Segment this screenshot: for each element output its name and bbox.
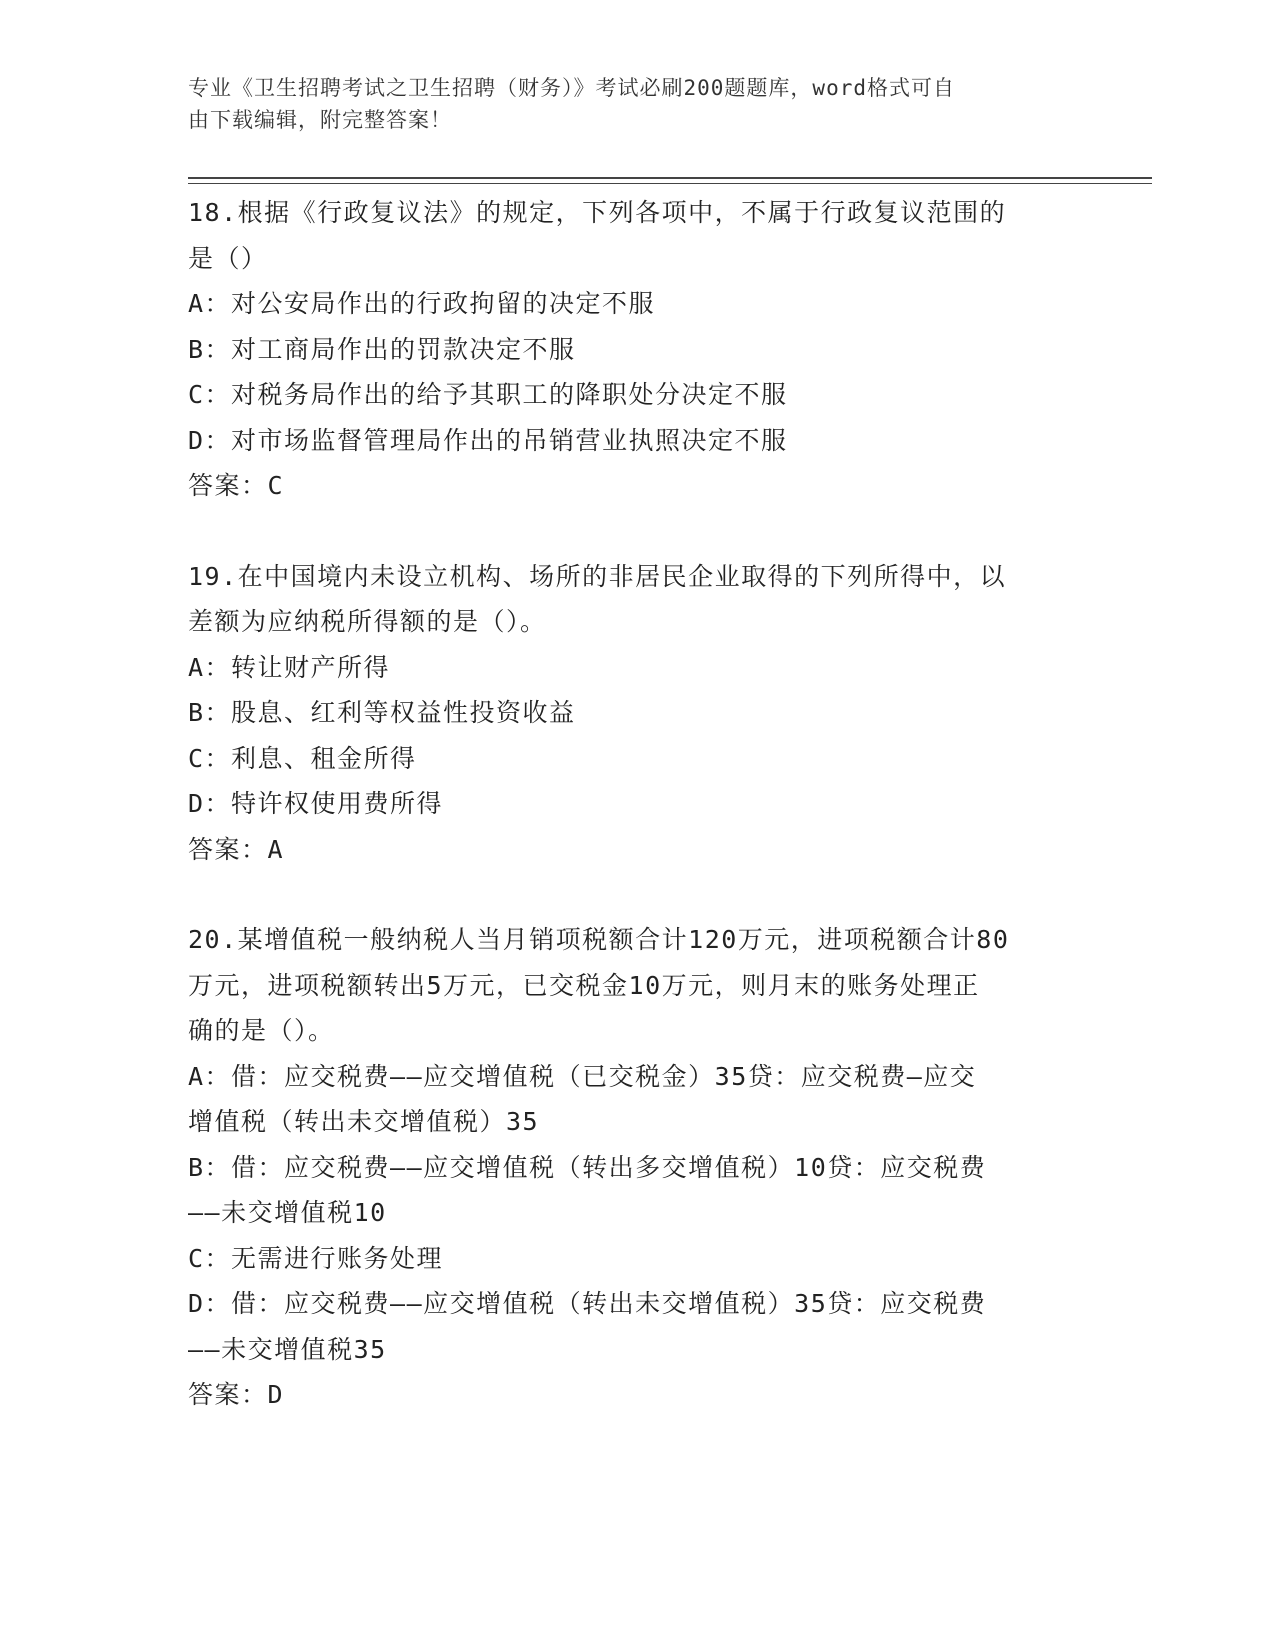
option-d: D：特许权使用费所得 <box>188 789 444 818</box>
question-list <box>188 190 1088 1463</box>
question-text: 是（） <box>188 243 268 273</box>
question-18 <box>188 190 1088 509</box>
answer: 答案：D <box>188 1380 285 1409</box>
option-b: B：借：应交税费——应交增值税（转出多交增值税）10贷：应交税费 <box>188 1152 987 1182</box>
document-header <box>188 72 1088 136</box>
option-d-continued: ——未交增值税35 <box>188 1334 387 1364</box>
option-a-continued: 增值税（转出未交增值税）35 <box>188 1107 540 1136</box>
option-c: C：对税务局作出的给予其职工的降职处分决定不服 <box>188 380 788 409</box>
question-text: 万元，进项税额转出5万元，已交税金10万元，则月末的账务处理正 <box>188 970 980 1000</box>
question-text: 差额为应纳税所得额的是（）。 <box>188 607 547 636</box>
option-d: D：借：应交税费——应交增值税（转出未交增值税）35贷：应交税费 <box>188 1289 987 1318</box>
question-text: 20.某增值税一般纳税人当月销项税额合计120万元，进项税额合计80 <box>188 925 1010 954</box>
question-text: 18.根据《行政复议法》的规定，下列各项中，不属于行政复议范围的 <box>188 198 1007 227</box>
option-b: B：股息、红利等权益性投资收益 <box>188 698 576 727</box>
header-line-1: 专业《卫生招聘考试之卫生招聘（财务）》考试必刷200题题库，word格式可自 <box>188 76 955 100</box>
question-text: 19.在中国境内未设立机构、场所的非居民企业取得的下列所得中，以 <box>188 561 1007 591</box>
option-d: D：对市场监督管理局作出的吊销营业执照决定不服 <box>188 425 788 455</box>
header-line-2: 由下载编辑，附完整答案！ <box>188 108 452 132</box>
answer: 答案：A <box>188 834 285 864</box>
question-19 <box>188 554 1088 873</box>
header-divider-thin <box>188 183 1152 184</box>
option-a: A：转让财产所得 <box>188 652 391 682</box>
question-20 <box>188 917 1088 1418</box>
option-a: A：对公安局作出的行政拘留的决定不服 <box>188 289 656 318</box>
header-divider-thick <box>188 177 1152 179</box>
question-text: 确的是（）。 <box>188 1016 335 1045</box>
answer: 答案：C <box>188 471 285 500</box>
option-b: B：对工商局作出的罚款决定不服 <box>188 334 576 364</box>
option-a: A：借：应交税费——应交增值税（已交税金）35贷：应交税费—应交 <box>188 1061 977 1091</box>
option-c: C：无需进行账务处理 <box>188 1243 444 1273</box>
option-b-continued: ——未交增值税10 <box>188 1198 387 1227</box>
option-c: C：利息、租金所得 <box>188 743 417 773</box>
